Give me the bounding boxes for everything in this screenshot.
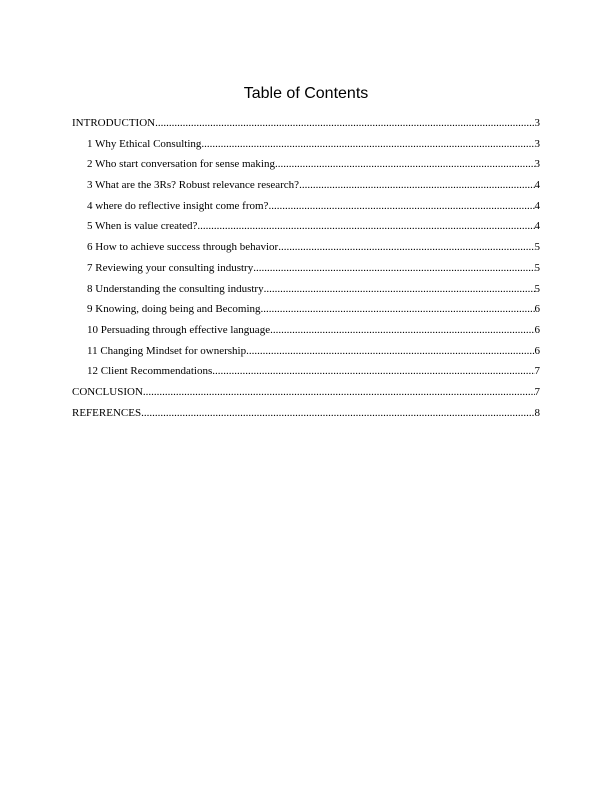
toc-entry-4[interactable] [72, 199, 540, 220]
toc-page-number: 4 [534, 220, 540, 233]
toc-page-number: 3 [534, 117, 540, 129]
toc-entry-text: 11 Changing Mindset for ownership [87, 344, 247, 357]
toc-dot-leader [268, 199, 534, 213]
toc-list [72, 116, 540, 426]
toc-dot-leader [278, 240, 534, 254]
toc-entry-references[interactable] [72, 406, 540, 427]
toc-page-number: 5 [534, 261, 540, 274]
toc-dot-leader [253, 261, 534, 275]
toc-page-number: 3 [534, 158, 540, 171]
toc-entry-text: 8 Understanding the consulting industry [87, 282, 264, 295]
toc-page-number: 6 [534, 303, 540, 316]
toc-dot-leader [212, 364, 534, 378]
toc-entry-text: 7 Reviewing your consulting industry [87, 261, 254, 274]
toc-entry-7[interactable] [72, 261, 540, 282]
toc-page-number: 4 [534, 179, 540, 192]
toc-page-number: 4 [534, 199, 540, 212]
toc-dot-leader [275, 157, 535, 171]
toc-dot-leader [263, 302, 534, 316]
toc-entry-9[interactable] [72, 302, 540, 323]
toc-dot-leader [143, 385, 535, 399]
toc-page-number: 7 [534, 365, 540, 378]
toc-page-number: 5 [534, 282, 540, 295]
toc-dot-leader [270, 323, 534, 337]
toc-entry-11[interactable] [72, 344, 540, 365]
toc-dot-leader [201, 137, 534, 151]
toc-dot-leader [264, 282, 535, 296]
toc-entry-text: 5 When is value created? [87, 220, 198, 233]
toc-page-number: 5 [534, 241, 540, 254]
toc-dot-leader [299, 178, 534, 192]
toc-entry-12[interactable] [72, 364, 540, 385]
toc-entry-text: 3 What are the 3Rs? Robust relevance research? [87, 179, 300, 192]
toc-entry-text: 10 Persuading through effective language [87, 323, 271, 336]
toc-entry-text: REFERENCES [72, 406, 142, 419]
toc-entry-10[interactable] [72, 323, 540, 344]
toc-entry-8[interactable] [72, 282, 540, 303]
toc-entry-3[interactable] [72, 178, 540, 199]
toc-entry-text: INTRODUCTION [72, 117, 156, 129]
toc-entry-text: 1 Why Ethical Consulting [87, 137, 202, 150]
toc-entry-text: 12 Client Recommendations [87, 365, 213, 378]
toc-entry-text: 6 How to achieve success through behavior [87, 241, 279, 254]
toc-dot-leader [246, 344, 534, 358]
toc-dot-leader [141, 406, 534, 420]
toc-page-number: 6 [534, 344, 540, 357]
toc-entry-6[interactable] [72, 240, 540, 261]
toc-entry-2[interactable] [72, 157, 540, 178]
toc-page-number: 8 [534, 406, 540, 419]
toc-page-number: 3 [534, 137, 540, 150]
toc-dot-leader [155, 116, 534, 130]
toc-entry-text: CONCLUSION [72, 385, 143, 398]
toc-entry-conclusion[interactable] [72, 385, 540, 406]
toc-page-number: 7 [534, 385, 540, 398]
toc-entry-text: 4 where do reflective insight come from? [87, 199, 269, 212]
toc-entry-introduction[interactable] [72, 116, 540, 137]
toc-entry-1[interactable] [72, 137, 540, 158]
toc-dot-leader [197, 219, 534, 233]
toc-entry-text: 9 Knowing, doing being and Becoming. [87, 303, 264, 316]
toc-entry-text: 2 Who start conversation for sense making [87, 158, 275, 171]
toc-page-number: 6 [534, 323, 540, 336]
toc-title: Table of Contents [243, 85, 369, 102]
toc-entry-5[interactable] [72, 219, 540, 240]
